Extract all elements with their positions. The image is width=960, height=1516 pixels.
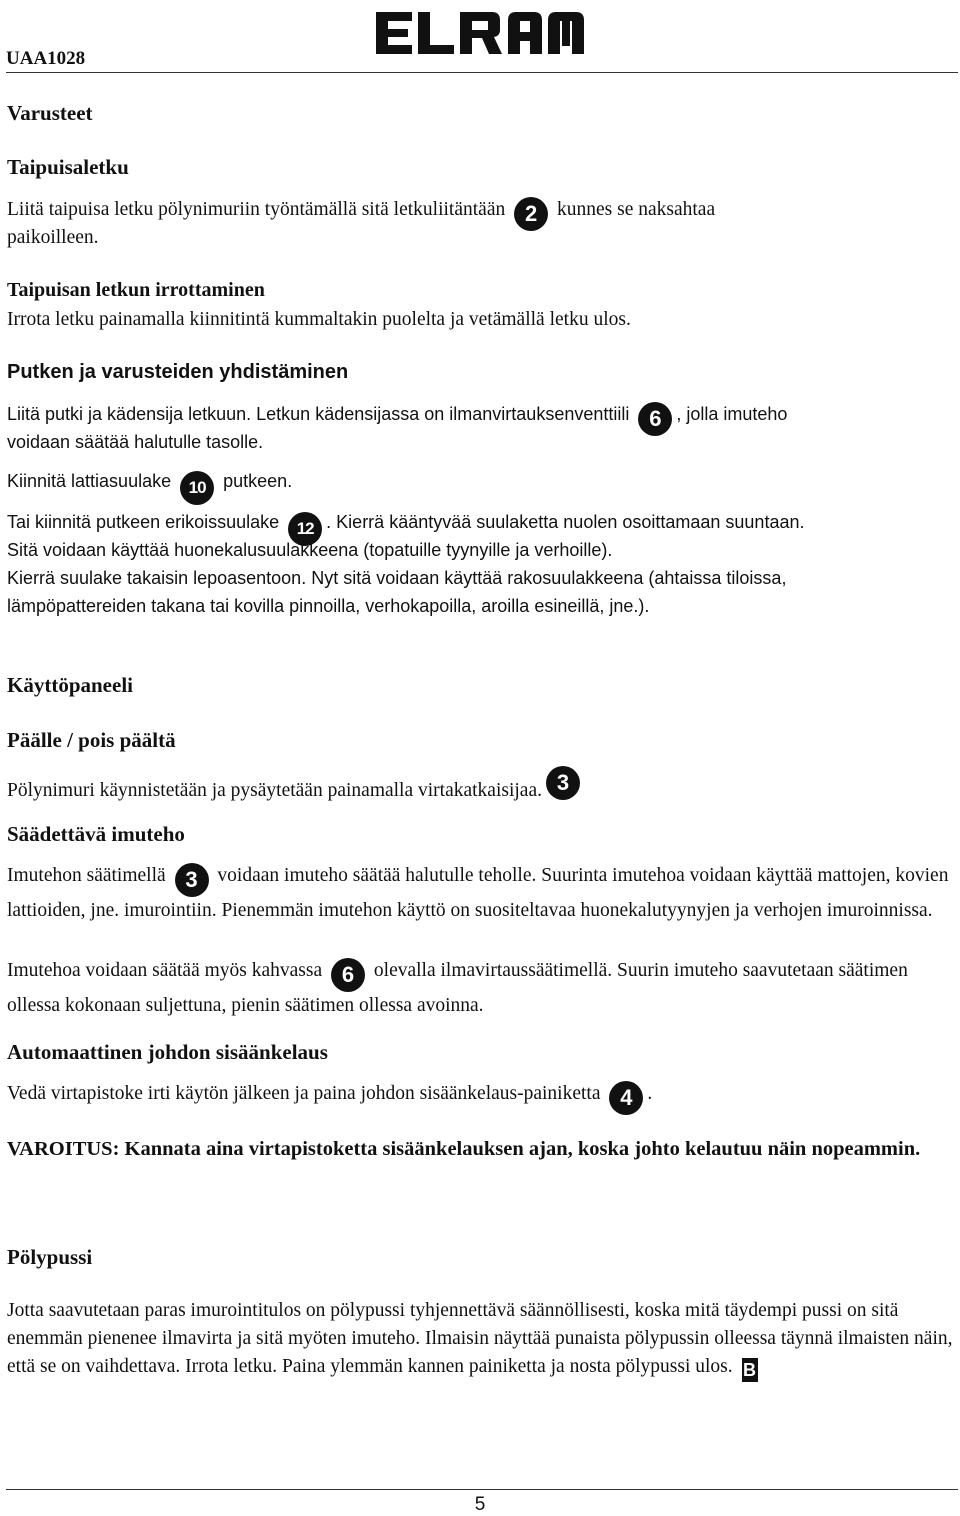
part-number-2-icon: 2 — [514, 197, 548, 231]
paragraph-polypussi: Jotta saavutetaan paras imurointitulos on pölypussi tyhjennettävä säännöllisesti, koska mitä täydempi pussi on sitä enemmän pienenee ilmavirta ja sitä myöten imuteho. Ilmaisin näyttää punaista pölypussin olleessa täynnä ilmaisten näin, että se on vaihdettava. Irrota letku. Paina ylemmän kannen painiketta ja nosta pölypussi ulos. B — [7, 1300, 953, 1380]
paragraph-yhdistaminen-line6: Kierrä suulake takaisin lepoasentoon. Nyt sitä voidaan käyttää rakosuulakkeena (ahtaissa tiloissa, — [7, 568, 787, 588]
part-number-6-icon: 6 — [331, 958, 365, 992]
heading-polypussi: Pölypussi — [7, 1245, 93, 1269]
paragraph-imuteho-2: Imutehoa voidaan säätää myös kahvassa 6 olevalla ilmavirtaussäätimellä. Suurin imuteho saavutetaan säätimen ollessa kokonaan suljettuna, pienin säätimen ollessa avoinna. — [7, 960, 908, 1016]
part-number-3-icon: 3 — [175, 863, 209, 897]
heading-kayttopaneeli: Käyttöpaneeli — [7, 673, 133, 697]
paragraph-kelaus: Vedä virtapistoke irti käytön jälkeen ja paina johdon sisäänkelaus-painiketta 4 . — [7, 1080, 955, 1115]
paragraph-taipuisaletku-line2: paikoilleen. — [7, 227, 99, 248]
paragraph-yhdistaminen-line5: Sitä voidaan käyttää huonekalusuulakkeena (topatuille tyynyille ja verhoille). — [7, 540, 613, 560]
document-code: UAA1028 — [6, 48, 86, 69]
paragraph-taipuisaletku-line1: Liitä taipuisa letku pölynimuriin työntämällä sitä letkuliitäntään 2 kunnes se naksahtaa — [7, 196, 955, 231]
heading-irrottaminen: Taipuisan letkun irrottaminen — [7, 279, 265, 301]
page-number: 5 — [474, 1494, 486, 1515]
paragraph-yhdistaminen-line4: Tai kiinnitä putkeen erikoissuulake 12 . Kierrä kääntyvää suulaketta nuolen osoittamaan suuntaan. — [7, 508, 955, 546]
paragraph-yhdistaminen-line3: Kiinnitä lattiasuulake 10 putkeen. — [7, 467, 955, 505]
heading-imuteho: Säädettävä imuteho — [7, 822, 185, 846]
part-number-12-icon: 12 — [288, 512, 322, 546]
part-number-4-icon: 4 — [609, 1081, 643, 1115]
heading-paalle: Päälle / pois päältä — [7, 728, 176, 752]
footer-rule — [6, 1489, 958, 1490]
paragraph-yhdistaminen-line2: voidaan säätää halutulle tasolle. — [7, 432, 264, 452]
paragraph-yhdistaminen-line7: lämpöpattereiden takana tai kovilla pinnoilla, verhokapoilla, aroilla esineillä, jne.). — [7, 596, 650, 616]
heading-yhdistaminen: Putken ja varusteiden yhdistäminen — [7, 361, 349, 383]
heading-varusteet: Varusteet — [7, 101, 93, 125]
heading-taipuisaletku: Taipuisaletku — [7, 155, 129, 179]
elram-logo — [374, 6, 586, 60]
paragraph-paalle: Pölynimuri käynnistetään ja pysäytetään painamalla virtakatkaisijaa. 3 — [7, 766, 955, 805]
paragraph-irrottaminen: Irrota letku painamalla kiinnitintä kummaltakin puolelta ja vetämällä letku ulos. — [7, 309, 631, 330]
paragraph-yhdistaminen-line1: Liitä putki ja kädensija letkuun. Letkun kädensijassa on ilmanvirtauksenventtiili 6 , jolla imuteho — [7, 400, 955, 436]
part-number-10-icon: 10 — [180, 471, 214, 505]
heading-kelaus: Automaattinen johdon sisäänkelaus — [7, 1040, 328, 1064]
part-number-6-icon: 6 — [638, 402, 672, 436]
header-rule — [6, 72, 958, 73]
warning-kelaus: VAROITUS: Kannata aina virtapistoketta sisäänkelauksen ajan, koska johto kelautuu näin nopeammin. — [7, 1138, 921, 1160]
part-number-3-icon: 3 — [546, 766, 580, 800]
figure-b-icon: B — [743, 1360, 757, 1380]
paragraph-imuteho-1: Imutehon säätimellä 3 voidaan imuteho säätää halutulle teholle. Suurinta imutehoa voidaan käyttää mattojen, kovien lattioiden, jne. imurointiin. Pienemmän imutehon käyttö on suositeltavaa huonekalutyynyjen ja verhojen imuroinnissa. — [7, 865, 949, 921]
